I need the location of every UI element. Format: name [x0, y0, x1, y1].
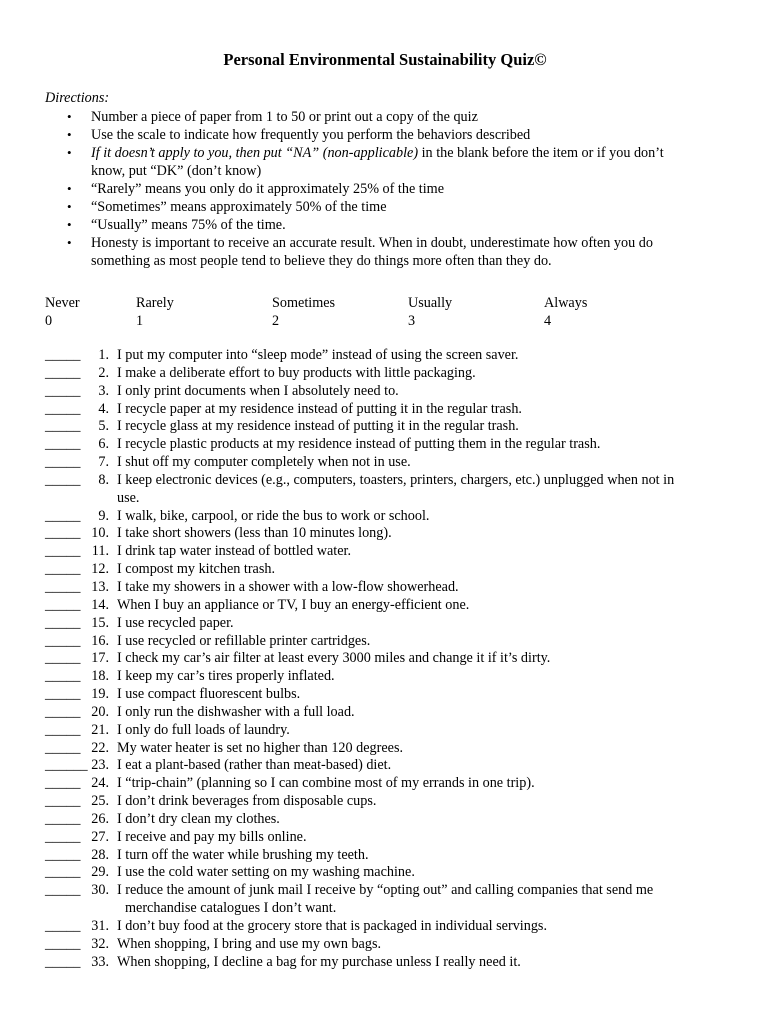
item-number: 28. — [91, 846, 109, 863]
answer-blank[interactable]: _____ — [45, 382, 81, 399]
quiz-item — [45, 668, 725, 686]
quiz-item — [45, 525, 725, 543]
item-text: I recycle plastic products at my residence instead of putting them in the regular trash. — [117, 436, 601, 453]
answer-blank[interactable]: _____ — [45, 614, 81, 631]
item-number: 14. — [91, 596, 109, 613]
quiz-item — [45, 936, 725, 954]
answer-blank[interactable]: _____ — [45, 418, 81, 435]
item-text: I take my showers in a shower with a low-flow showerhead. — [117, 578, 459, 595]
directions-list — [45, 108, 725, 270]
item-text: I make a deliberate effort to buy products with little packaging. — [117, 364, 476, 381]
direction-text: “Rarely” means you only do it approximately 25% of the time — [91, 181, 445, 197]
item-number: 25. — [91, 793, 109, 810]
item-number: 19. — [91, 686, 109, 703]
scale-label: Rarely — [136, 295, 174, 311]
answer-blank[interactable]: _____ — [45, 400, 81, 417]
item-text-continuation: use. — [117, 489, 140, 506]
item-number: 18. — [91, 668, 109, 685]
answer-blank[interactable]: _____ — [45, 953, 81, 970]
bullet-icon: • — [67, 145, 72, 160]
item-number: 5. — [98, 418, 109, 435]
answer-blank[interactable]: _____ — [45, 793, 81, 810]
scale-always — [544, 294, 587, 330]
item-number: 24. — [91, 775, 109, 792]
bullet-icon: • — [67, 199, 72, 214]
direction-item — [45, 108, 725, 126]
answer-blank[interactable]: _____ — [45, 650, 81, 667]
item-text: I turn off the water while brushing my teeth. — [117, 846, 369, 863]
direction-text: “Sometimes” means approximately 50% of the time — [91, 199, 387, 215]
quiz-item — [45, 401, 725, 419]
answer-blank[interactable]: _____ — [45, 454, 81, 471]
direction-item — [45, 234, 725, 270]
direction-item — [45, 216, 725, 234]
item-text: I don’t dry clean my clothes. — [117, 810, 280, 827]
item-text: I only do full loads of laundry. — [117, 721, 290, 738]
answer-blank[interactable]: _____ — [45, 775, 81, 792]
item-text: I don’t drink beverages from disposable cups. — [117, 793, 377, 810]
item-text: I eat a plant-based (rather than meat-based) diet. — [117, 757, 392, 774]
item-number: 4. — [98, 400, 109, 417]
item-number: 9. — [98, 507, 109, 524]
direction-text: “Usually” means 75% of the time. — [91, 217, 286, 233]
item-number: 26. — [91, 810, 109, 827]
item-number: 27. — [91, 828, 109, 845]
quiz-item — [45, 793, 725, 811]
direction-text: know, put “DK” (don’t know) — [91, 163, 262, 179]
item-text: I take short showers (less than 10 minutes long). — [117, 525, 392, 542]
item-number: 6. — [98, 436, 109, 453]
quiz-item — [45, 740, 725, 758]
item-text: I recycle paper at my residence instead of putting it in the regular trash. — [117, 400, 522, 417]
item-number: 30. — [91, 882, 109, 899]
answer-blank[interactable]: _____ — [45, 703, 81, 720]
quiz-item — [45, 686, 725, 704]
scale-label: Sometimes — [272, 295, 336, 311]
item-number: 20. — [91, 703, 109, 720]
item-number: 22. — [91, 739, 109, 756]
quiz-item — [45, 704, 725, 722]
quiz-item — [45, 918, 725, 936]
scale-value: 0 — [45, 313, 53, 329]
item-text: I don’t buy food at the grocery store that is packaged in individual servings. — [117, 918, 547, 934]
item-number: 21. — [91, 721, 109, 738]
scale-sometimes — [272, 294, 335, 330]
item-number: 17. — [91, 650, 109, 667]
quiz-item — [45, 650, 725, 668]
answer-blank[interactable]: _____ — [45, 739, 81, 756]
item-number: 31. — [91, 918, 109, 934]
item-text: I check my car’s air filter at least every 3000 miles and change it if it’s dirty. — [117, 650, 551, 667]
scale-rarely — [136, 294, 174, 330]
item-number: 32. — [91, 935, 109, 952]
quiz-item — [45, 615, 725, 633]
item-text: I only run the dishwasher with a full load. — [117, 703, 355, 720]
item-text: I walk, bike, carpool, or ride the bus to work or school. — [117, 507, 430, 524]
item-number: 11. — [91, 543, 109, 560]
direction-item — [45, 180, 725, 198]
item-number: 13. — [91, 578, 109, 595]
directions-heading: Directions: — [45, 90, 110, 106]
item-number: 7. — [98, 454, 109, 471]
item-text: When I buy an appliance or TV, I buy an energy-efficient one. — [117, 596, 470, 613]
quiz-item — [45, 436, 725, 454]
answer-blank[interactable]: _____ — [45, 935, 81, 952]
quiz-item — [45, 508, 725, 526]
scale-label: Usually — [408, 295, 453, 311]
item-number: 3. — [98, 382, 109, 399]
direction-item — [45, 198, 725, 216]
item-number: 1. — [98, 347, 109, 363]
answer-blank[interactable]: _____ — [45, 525, 81, 542]
answer-blank[interactable]: _____ — [45, 561, 81, 578]
item-number: 33. — [91, 953, 109, 970]
answer-blank[interactable]: _____ — [45, 846, 81, 863]
answer-blank[interactable]: _____ — [45, 828, 81, 845]
bullet-icon: • — [67, 127, 72, 142]
answer-blank[interactable]: _____ — [45, 810, 81, 827]
answer-blank[interactable]: _____ — [45, 507, 81, 524]
quiz-item — [45, 847, 725, 865]
answer-blank[interactable]: _____ — [45, 347, 81, 363]
quiz-item — [45, 418, 725, 436]
item-number: 2. — [98, 364, 109, 381]
direction-text: Use the scale to indicate how frequently you perform the behaviors described — [91, 127, 531, 143]
scale-value: 2 — [272, 313, 280, 329]
quiz-item — [45, 347, 725, 365]
item-number: 12. — [91, 561, 109, 578]
quiz-item — [45, 472, 725, 508]
quiz-item — [45, 882, 725, 918]
answer-blank[interactable]: _____ — [45, 543, 81, 560]
item-text: I reduce the amount of junk mail I receive by “opting out” and calling companies that send me — [117, 882, 654, 899]
quiz-item — [45, 864, 725, 882]
quiz-title: Personal Environmental Sustainability Quiz© — [223, 50, 547, 69]
bullet-icon: • — [67, 235, 72, 250]
item-text: I keep my car’s tires properly inflated. — [117, 668, 335, 685]
item-text: I only print documents when I absolutely need to. — [117, 382, 399, 399]
item-number: 8. — [98, 471, 109, 488]
bullet-icon: • — [67, 217, 72, 232]
item-text: I receive and pay my bills online. — [117, 828, 307, 845]
direction-italic-text: If it doesn’t apply to you, then put “NA” (non-applicable) — [91, 145, 419, 161]
quiz-item — [45, 579, 725, 597]
answer-blank[interactable]: _____ — [45, 578, 81, 595]
item-number: 29. — [91, 864, 109, 881]
answer-blank[interactable]: _____ — [45, 882, 81, 899]
item-text: I put my computer into “sleep mode” instead of using the screen saver. — [117, 347, 519, 363]
item-text: I compost my kitchen trash. — [117, 561, 276, 578]
answer-blank[interactable]: _____ — [45, 471, 81, 488]
item-text: I use recycled or refillable printer cartridges. — [117, 632, 371, 649]
scale-label: Always — [544, 295, 588, 311]
quiz-item — [45, 722, 725, 740]
quiz-item — [45, 543, 725, 561]
bullet-icon: • — [67, 109, 72, 124]
item-text: I use recycled paper. — [117, 614, 234, 631]
item-text: When shopping, I bring and use my own bags. — [117, 935, 382, 952]
direction-text: Number a piece of paper from 1 to 50 or print out a copy of the quiz — [91, 109, 478, 125]
direction-item — [45, 144, 725, 180]
answer-blank[interactable]: _____ — [45, 686, 81, 703]
quiz-item — [45, 775, 725, 793]
answer-blank[interactable]: _____ — [45, 596, 81, 613]
item-number: 16. — [91, 632, 109, 649]
quiz-item — [45, 633, 725, 651]
quiz-item — [45, 383, 725, 401]
direction-item — [45, 126, 725, 144]
item-text: When shopping, I decline a bag for my purchase unless I really need it. — [117, 953, 521, 970]
item-number: 23. — [91, 757, 109, 774]
item-number: 10. — [91, 525, 109, 542]
scale-never — [45, 294, 80, 330]
item-text: My water heater is set no higher than 120 degrees. — [117, 739, 404, 756]
direction-text: something as most people tend to believe they do things more often than they do. — [91, 253, 552, 269]
quiz-item — [45, 561, 725, 579]
item-text: I “trip-chain” (planning so I can combine most of my errands in one trip). — [117, 775, 535, 792]
quiz-item — [45, 757, 725, 775]
item-text: I keep electronic devices (e.g., computers, toasters, printers, chargers, etc.) unplugged when not in — [117, 471, 675, 488]
quiz-item — [45, 829, 725, 847]
scale-label: Never — [45, 295, 80, 311]
quiz-item — [45, 454, 725, 472]
item-text: I recycle glass at my residence instead of putting it in the regular trash. — [117, 418, 519, 435]
bullet-icon: • — [67, 181, 72, 196]
direction-text: in the blank before the item or if you don’t — [418, 145, 664, 161]
quiz-item — [45, 811, 725, 829]
quiz-items-list — [45, 347, 725, 972]
quiz-item — [45, 954, 725, 972]
direction-text: Honesty is important to receive an accurate result. When in doubt, underestimate how often you do — [91, 235, 653, 251]
answer-blank[interactable]: _____ — [45, 364, 81, 381]
item-text: I use the cold water setting on my washing machine. — [117, 864, 415, 881]
item-number: 15. — [91, 614, 109, 631]
item-text: I use compact fluorescent bulbs. — [117, 686, 301, 703]
quiz-item — [45, 597, 725, 615]
item-text: I shut off my computer completely when not in use. — [117, 454, 411, 471]
answer-blank[interactable]: ______ — [45, 757, 88, 774]
frequency-scale — [45, 294, 665, 334]
item-text-continuation: merchandise catalogues I don’t want. — [125, 900, 337, 917]
scale-value: 3 — [408, 313, 416, 329]
answer-blank[interactable]: _____ — [45, 864, 81, 881]
item-text: I drink tap water instead of bottled water. — [117, 543, 352, 560]
scale-value: 1 — [136, 313, 144, 329]
answer-blank[interactable]: _____ — [45, 668, 81, 685]
scale-usually — [408, 294, 452, 330]
answer-blank[interactable]: _____ — [45, 436, 81, 453]
answer-blank[interactable]: _____ — [45, 632, 81, 649]
answer-blank[interactable]: _____ — [45, 721, 81, 738]
answer-blank[interactable]: _____ — [45, 918, 81, 934]
scale-value: 4 — [544, 313, 552, 329]
quiz-item — [45, 365, 725, 383]
